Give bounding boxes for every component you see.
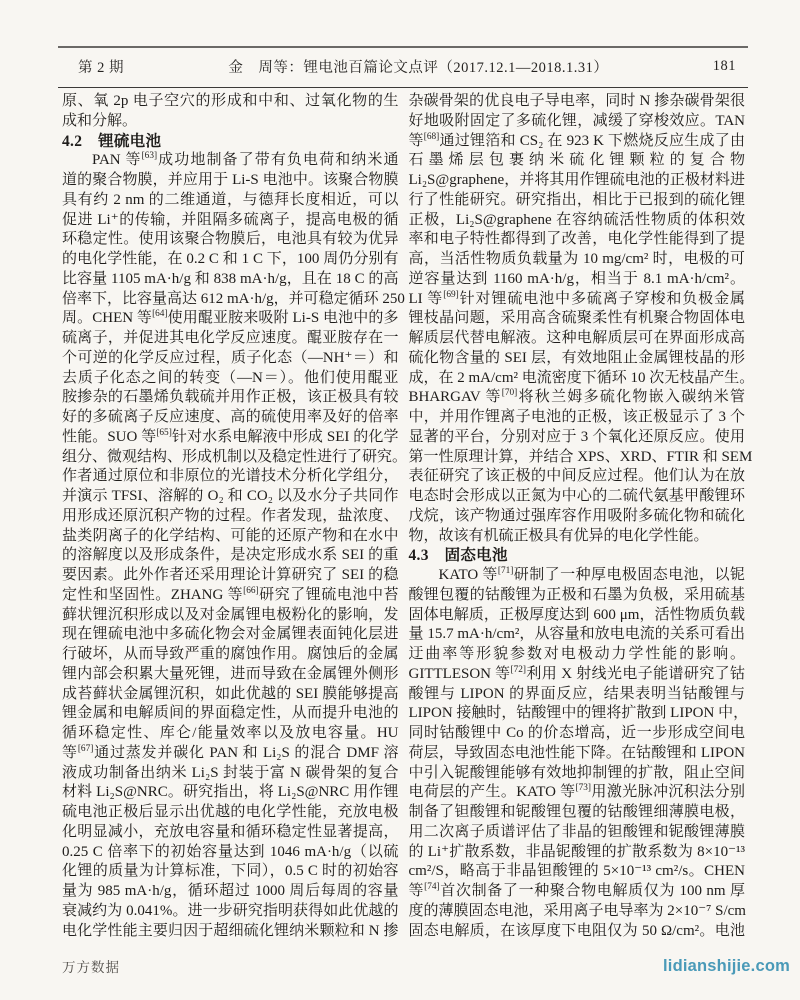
text-line: 石墨烯层包裹纳米硫化锂颗粒的复合物 [408,152,745,169]
text-line: 成苔藓状金属锂沉积，如此优越的 SEI 膜能够提高 [62,685,399,702]
text-line: GITTLESON 等[72]利用 X 射线光电子能谱研究了钴 [408,664,745,682]
text-line: 量为 985 mA·h/g，循环超过 1000 周后每周的容量 [62,883,399,899]
text-line: 具有约 2 nm 的二维通道，与德拜长度相近，可以 [62,191,399,208]
text-line: 中，并用作锂离子电池的正极，该正极显示了 3 个 [408,409,745,425]
text-line: 比容量 1105 mA·h/g 和 838 mA·h/g，且在 18 C 的高 [62,270,399,287]
text-line: 硫化物含量的 SEI 层，有效地阻止金属锂枝晶的形 [408,349,745,366]
text-line: 用二次离子质谱评估了非晶的钽酸锂和铌酸锂薄膜 [408,823,745,840]
text-line: 用形成还原沉积产物的过程。作者发现，盐浓度、 [62,507,399,524]
text-line: 锂金属和电解质间的界面稳定性，从而提升电池的 [62,705,399,722]
text-line: 原、氧 2p 电子空穴的形成和中和、过氧化物的生 [62,93,399,109]
text-line: 逆容量达到 1160 mA·h/g，相当于 8.1 mA·h/cm²。 [408,270,745,287]
text-line: 制备了钽酸锂和铌酸锂包覆的钴酸锂细薄膜电极， [408,804,745,820]
text-line: 成和分解。 [62,112,138,129]
text-line: 锂内部会积累大量死锂，进而导致在金属锂外侧形 [62,665,399,682]
two-column-body [62,92,755,941]
text-line: 固态电解质，在该厚度下电阻仅为 50 Ω/cm²。电池 [408,922,745,939]
text-line: 荷层，导致固态电池性能下降。在钴酸锂和 LIPON [408,744,745,761]
site-watermark: lidianshijie.com [663,956,790,975]
page-footer [62,948,790,984]
text-line: 酸锂包覆的钴酸锂为正极和石墨为负极，采用硫基 [408,586,745,603]
text-line: LIPON 接触时，钴酸锂中的锂将扩散到 LIPON 中， [408,705,749,722]
text-line: 高，当活性物质负载量为 10 mg/cm² 时，电极的可 [408,251,745,267]
issue-label: 第 2 期 [78,59,124,76]
text-line: PAN 等[63]成功地制备了带有负电荷和纳米通 [92,151,399,169]
text-line: BHARGAV 等[70]将秋兰姆多硫化物嵌入碳纳米管 [408,388,745,406]
header-bottom-rule [58,87,748,88]
text-line: 等[67]通过蒸发并碳化 PAN 和 Li₂S 的混合 DMF 溶 [62,743,399,761]
text-line: 促进 Li⁺的传输，并阻隔多硫离子，提高电极的循 [62,211,399,228]
text-line: 性能。SUO 等[65]针对水系电解液中形成 SEI 的化学 [62,427,399,445]
running-header [58,54,748,78]
text-line: 电荷层的产生。KATO 等[73]用激光脉冲沉积法分别 [408,783,745,801]
text-line: 迂曲率等形貌参数对电极动力学性能的影响。 [408,646,745,662]
text-line: 固体电解质，正极厚度达到 600 μm，活性物质负载 [408,606,745,623]
text-line: 去质子化态之间的转变（—N＝）。他们使用醌亚 [62,369,399,386]
text-line: 表征研究了该正极的中间反应过程。他们认为在放 [408,468,745,485]
text-line: 循环稳定性、库仑/能量效率以及放电容量。HU [62,725,399,741]
text-line: 酸锂与 LIPON 的界面反应，结果表明当钴酸锂与 [408,685,745,702]
text-line: 物，故该有机硫正极具有优异的电化学性能。 [408,527,709,544]
text-line: 要因素。此外作者还采用理论计算研究了 SEI 的稳 [62,567,399,583]
section-heading: 4.3 固态电池 [408,547,508,565]
text-line: 等[74]首次制备了一种聚合物电解质仅为 100 nm 厚 [408,882,745,899]
text-line: 现在锂硫电池中多硫化物会对金属锂表面钝化层进 [62,626,399,643]
text-line: 环稳定性。使用该聚合物膜后，电池具有较为优异 [62,231,399,248]
left-column [62,92,408,941]
text-line: 中引入铌酸锂能够有效地抑制锂的扩散，阻止空间 [408,764,745,781]
text-line: 正极，Li₂S@graphene 在容纳硫活性物质的体积效 [408,211,745,228]
text-line: 杂碳骨架的优良电子导电率，同时 N 掺杂碳骨架很 [408,93,745,109]
text-line: 衰减约为 0.041%。进一步研究指明获得如此优越的 [62,902,399,919]
text-line: 量 15.7 mA·h/cm²，从容量和放电电流的关系可看出 [408,626,745,643]
text-line: 率和电子特性都得到了改善，电化学性能得到了提 [408,231,745,248]
text-line: 并演示 TFSI、溶解的 O₂ 和 CO₂ 以及水分子共同作 [62,488,399,504]
text-line: 胺掺杂的石墨烯负载硫并用作正极，该正极具有较 [62,389,399,406]
text-line: 材料 Li₂S@NRC。研究指出，将 Li₂S@NRC 用作锂 [62,784,399,801]
text-line: 液成功制备出纳米 Li₂S 封装于富 N 碳骨架的复合 [62,764,399,781]
header-top-rule [58,46,748,48]
text-line: 好的多硫离子反应速度、高的硫使用率及好的倍率 [62,409,399,425]
text-line: 周。CHEN 等[64]使用醌亚胺来吸附 Li-S 电池中的多 [62,309,399,327]
page-number: 181 [712,57,736,74]
text-line: 0.25 C 倍率下的初始容量达到 1046 mA·h/g（以硫 [62,843,399,860]
text-line: 倍率下，比容量高达 612 mA·h/g，并可稳定循环 250 [62,290,405,307]
text-line: 等[68]通过锂箔和 CS₂ 在 923 K 下燃烧反应生成了由 [408,131,745,149]
running-title: 金 周等：锂电池百篇论文点评（2017.12.1—2018.1.31） [228,59,609,76]
text-line: 盐类阴离子的化学结构、可能的还原产物和在水中 [62,527,399,544]
text-line: 电化学性能主要归因于超细硫化锂纳米颗粒和 N 掺 [62,922,399,939]
text-line: 硫电池正极后显示出优越的电化学性能，充放电极 [62,804,399,820]
text-line: cm²/S，略高于非晶钽酸锂的 5×10⁻¹³ cm²/s。CHEN [408,863,745,880]
text-line: 的电化学性能，在 0.2 C 和 1 C 下，100 周仍分别有 [62,251,399,267]
text-line: 作者通过原位和非原位的光谱技术分析化学组分， [62,468,399,485]
text-line: LI 等[69]针对锂硫电池中多硫离子穿梭和负极金属 [408,289,745,307]
text-line: 度的薄膜固态电池，采用离子电导率为 2×10⁻⁷ S/cm [408,902,746,919]
text-line: 解质层代替电解液。这种电解质层可在界面形成高 [408,330,745,346]
text-line: 戊烷，该产物通过强库容作用吸附多硫化物和硫化 [408,507,745,524]
text-line: KATO 等[71]研制了一种厚电极固态电池，以铌 [438,566,745,583]
text-line: 锂枝晶问题，采用高含硫聚柔性有机聚合物固体电 [408,310,745,327]
text-line: 显著的平台，分别对应于 3 个氧化还原反应。使用 [408,428,745,445]
text-line: 组分、微观结构、形成机制以及稳定性进行了研究。 [62,448,408,465]
text-line: 成，在 2 mA/cm² 电流密度下循环 10 次无枝晶产生。 [408,369,755,386]
text-line: 的溶解度以及形成条件，是决定形成水系 SEI 的重 [62,547,399,564]
text-line: Li₂S@graphene，并将其用作锂硫电池的正极材料进 [408,172,745,188]
text-line: 同时钴酸锂中 Co 的价态增高，近一步形成空间电 [408,725,745,741]
text-line: 化锂的质量为计算标准，下同），0.5 C 时的初始容 [62,863,399,880]
text-line: 个可逆的化学反应过程，质子化态（—NH⁺＝）和 [62,349,399,366]
wanfang-watermark: 万方数据 [62,960,120,975]
right-column [408,92,755,941]
text-line: 藓状锂沉积形成以及对金属锂电极粉化的影响，发 [62,606,399,623]
text-line: 的 Li⁺扩散系数，非晶铌酸锂的扩散系数为 8×10⁻¹³ [408,843,745,860]
text-line: 行破坏，从而导致严重的腐蚀作用。腐蚀后的金属 [62,646,399,662]
text-line: 行了性能研究。研究指出，相比于已报到的硫化锂 [408,191,745,208]
text-line: 硫离子，并促进其电化学反应速度。醌亚胺存在一 [62,330,399,346]
section-heading: 4.2 锂硫电池 [62,132,162,150]
text-line: 化明显减小，充放电容量和循环稳定性显著提高， [62,823,399,840]
text-line: 电态时会形成以正氮为中心的二硫代氨基甲酸锂环 [408,488,745,504]
text-line: 道的聚合物膜，并应用于 Li-S 电池中。该聚合物膜 [62,172,399,188]
text-line: 好地吸附固定了多硫化锂，减缓了穿梭效应。TAN [408,112,745,129]
text-line: 定性和坚固性。ZHANG 等[66]研究了锂硫电池中苔 [62,585,399,603]
text-line: 第一性原理计算，并结合 XPS、XRD、FTIR 和 SEM [408,448,753,465]
